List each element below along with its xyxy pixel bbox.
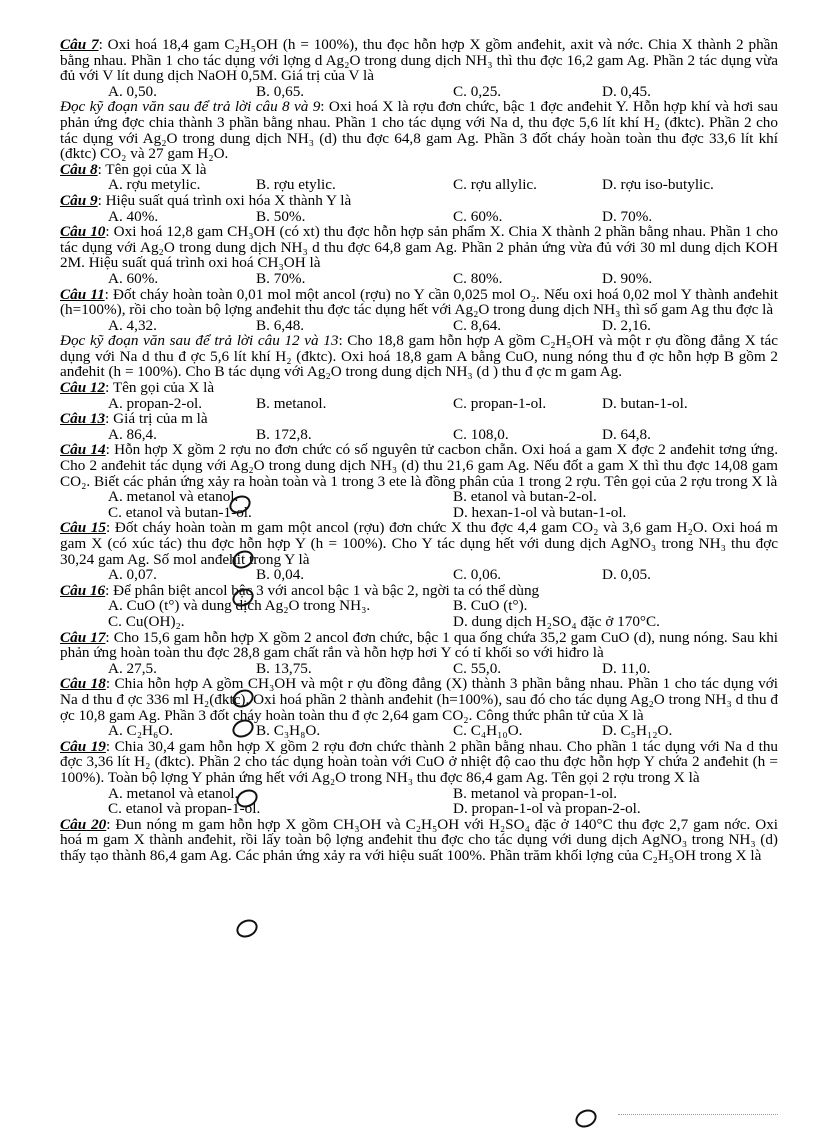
- answer-option: A. propan-2-ol.: [108, 394, 203, 412]
- answer-option: B. 0,04.: [256, 566, 305, 584]
- answer-option: A. CuO (t°) và dung dịch Ag₂O trong NH₃.: [108, 597, 371, 615]
- answer-option: B. rợu etylic.: [256, 176, 336, 194]
- question: [60, 739, 778, 786]
- answer-options: [60, 489, 778, 505]
- answer-option: C. rợu allylic.: [453, 176, 537, 194]
- answer-option: C. 55,0.: [453, 659, 502, 677]
- question: [60, 287, 778, 318]
- question: [60, 193, 778, 209]
- answer-options: [60, 396, 778, 412]
- question-number: Câu 19: [60, 737, 106, 755]
- answer-options: [60, 318, 778, 334]
- answer-option: A. 40%.: [108, 207, 159, 225]
- answer-options: [60, 177, 778, 193]
- question: [60, 676, 778, 723]
- question-text: : Tên gọi của X là: [105, 379, 215, 397]
- footer-dotted-line: [618, 1114, 778, 1115]
- answer-option: B. 13,75.: [256, 659, 312, 677]
- answer-option: D. rợu iso-butylic.: [602, 176, 714, 194]
- answer-option: A. 60%.: [108, 269, 159, 287]
- answer-options: [60, 84, 778, 100]
- answer-options: [60, 271, 778, 287]
- pen-mark: [233, 916, 260, 941]
- question-number: Câu 12: [60, 379, 106, 397]
- answer-option: B. metanol và propan-1-ol.: [453, 784, 618, 802]
- answer-options: [60, 786, 778, 802]
- question-text: : Chia 30,4 gam hỗn hợp X gồm 2 rợu đơn chức thành 2 phần bằng nhau. Cho phần 1 tác dụng với Na d thu đợc 3,36 lít H₂ (đktc). Phần 2 cho tác dụng hoàn toàn với CuO ở nhiệt độ cao thu đợc hỗn hợp Y chứa 2 anđehit (h = 100%). Toàn bộ lợng Y phản ứng hết với Ag₂O trong NH₃ thu đợc 86,4 gam Ag. Tên gọi 2 rợu trong X là: [60, 737, 779, 786]
- question-text: : Oxi hoá X là rợu đơn chức, bậc 1 đợc anđehit Y. Hỗn hợp khí và hơi sau phản ứng đợc chia thành 3 phần bằng nhau. Phần 1 cho tác dụng với Na d, thu đợc 5,6 lít khí H₂ (đktc). Phần 2 cho tác dụng với Ag₂O trong dung dịch NH₃ (d) thu đợc 64,8 gam Ag. Phần 3 đốt cháy hoàn toàn thu đợc 33,6 lít khí (đktc) CO₂ và 27 gam H₂O.: [60, 98, 778, 163]
- question: [60, 583, 778, 599]
- answer-option: A. 0,07.: [108, 566, 157, 584]
- answer-option: C. 8,64.: [453, 316, 502, 334]
- answer-option: B. C₃H₈O.: [256, 722, 321, 740]
- answer-option: A. 86,4.: [108, 425, 157, 443]
- passage-intro: [60, 99, 778, 161]
- answer-option: D. 11,0.: [602, 659, 651, 677]
- exam-page: [60, 37, 778, 863]
- answer-options: [60, 598, 778, 614]
- question-number: Câu 20: [60, 815, 107, 833]
- question-text: : Đun nóng m gam hỗn hợp X gồm CH₃OH và C₂H₅OH với H₂SO₄ đặc ở 140°C thu đợc 2,7 gam nớc. Oxi hoá m gam X thành anđehit, rồi lấy toàn bộ lợng anđehit thu đợc cho tác dụng với dung dịch AgNO₃ trong NH₃ (d) thấy tạo thành 86,4 gam Ag. Các phản ứng xảy ra với hiệu suất 100%. Phần trăm khối lợng của C₂H₅OH trong X là: [60, 815, 779, 864]
- answer-option: D. butan-1-ol.: [602, 394, 688, 412]
- answer-option: B. 6,48.: [256, 316, 305, 334]
- passage-lead: Đọc kỹ đoạn văn sau để trả lời câu 8 và 9: [60, 98, 321, 116]
- answer-option: B. 0,65.: [256, 82, 305, 100]
- passage-lead: Đọc kỹ đoạn văn sau để trả lời câu 12 và 13: [60, 332, 339, 350]
- answer-options: [60, 661, 778, 677]
- answer-option: D. 2,16.: [602, 316, 651, 334]
- question-text: : Cho 18,8 gam hỗn hợp A gồm C₂H₅OH và một r ợu đồng đẳng X tác dụng với Na d thu đ ợc 5,6 lít khí H₂ (đktc). Oxi hoá 18,8 gam A bằng CuO, nung nóng thu đ ợc hỗn hợp B gồm 2 anđehit (h = 100%). Cho B tác dụng với Ag₂O trong dung dịch NH₃ (d ) thu đ ợc m gam Ag.: [60, 332, 779, 381]
- answer-option: A. C₂H₆O.: [108, 722, 174, 740]
- question-text: : Để phân biệt ancol bậc 3 với ancol bậc 1 và bậc 2, ngời ta có thể dùng: [105, 581, 540, 599]
- answer-option: A. 0,50.: [108, 82, 157, 100]
- question-number: Câu 16: [60, 581, 106, 599]
- question-number: Câu 15: [60, 519, 107, 537]
- answer-options: [60, 427, 778, 443]
- question-text: : Hiệu suất quá trình oxi hóa X thành Y là: [97, 191, 352, 209]
- question-text: : Hỗn hợp X gồm 2 rợu no đơn chức có số nguyên tử cacbon chẵn. Oxi hoá a gam X đợc 2 anđehit tơng ứng. Cho 2 anđehit tác dụng với Ag₂O trong dung dịch NH₃ (d) thu 21,6 gam Ag. Nếu đốt a gam X thì thu đợc 14,08 gam CO₂. Biết các phản ứng xảy ra hoàn toàn và 1 trong 3 ete là đồng phân của 1 trong 2 rợu. Tên gọi của 2 rợu trong X là: [60, 441, 779, 490]
- answer-option: C. etanol và butan-1-ol.: [108, 503, 252, 521]
- answer-option: B. 50%.: [256, 207, 306, 225]
- answer-option: D. hexan-1-ol và butan-1-ol.: [453, 503, 627, 521]
- answer-option: C. Cu(OH)₂.: [108, 612, 185, 630]
- answer-option: D. 0,05.: [602, 566, 651, 584]
- question: [60, 520, 778, 567]
- question-text: : Cho 15,6 gam hỗn hợp X gồm 2 ancol đơn chức, bậc 1 qua ống chứa 35,2 gam CuO (d), nung nóng. Sau khi phản ứng hoàn toàn thu đợc 28,8 gam chất rắn và hỗn hợp hơi Y có tỉ khối so với hiđro là: [60, 628, 779, 662]
- answer-option: B. CuO (t°).: [453, 597, 528, 615]
- answer-option: C. C₄H₁₀O.: [453, 722, 523, 740]
- question-text: : Giá trị của m là: [105, 410, 208, 428]
- passage-intro: [60, 333, 778, 380]
- answer-options: [60, 723, 778, 739]
- answer-option: C. propan-1-ol.: [453, 394, 547, 412]
- answer-options: [60, 505, 778, 521]
- answer-option: D. 90%.: [602, 269, 653, 287]
- question-number: Câu 7: [60, 36, 99, 53]
- question-number: Câu 14: [60, 441, 106, 459]
- answer-option: A. metanol và etanol.: [108, 784, 239, 802]
- question: [60, 817, 778, 864]
- question: [60, 224, 778, 271]
- question-text: : Tên gọi của X là: [97, 160, 207, 178]
- answer-option: C. 80%.: [453, 269, 503, 287]
- question-number: Câu 13: [60, 410, 106, 428]
- pen-mark: [572, 1106, 599, 1131]
- answer-option: D. dung dịch H₂SO₄ đặc ở 170°C.: [453, 612, 660, 630]
- answer-options: [60, 801, 778, 817]
- answer-option: C. 60%.: [453, 207, 503, 225]
- question-number: Câu 17: [60, 628, 106, 646]
- answer-option: D. 64,8.: [602, 425, 651, 443]
- question-number: Câu 11: [60, 285, 105, 303]
- answer-option: D. propan-1-ol và propan-2-ol.: [453, 800, 641, 818]
- question-number: Câu 9: [60, 191, 98, 209]
- answer-option: D. 70%.: [602, 207, 653, 225]
- question: [60, 162, 778, 178]
- question: [60, 630, 778, 661]
- question-number: Câu 18: [60, 675, 106, 693]
- answer-option: A. 27,5.: [108, 659, 157, 677]
- question-text: : Đốt cháy hoàn toàn 0,01 mol một ancol (rợu) no Y cần 0,025 mol O₂. Nếu oxi hoá 0,02 mol Y thành anđehit (h=100%), rồi cho toàn bộ lợng anđehit thu đợc tác dụng hết với Ag₂O trong dung dịch NH₃ thì số gam Ag thu đợc là: [60, 285, 778, 319]
- question-text: : Đốt cháy hoàn toàn m gam một ancol (rợu) đơn chức X thu đợc 4,4 gam CO₂ và 3,6 gam H₂O. Oxi hoá m gam X (có xúc tác) thu đợc hỗn hợp Y (h = 100%). Cho Y tác dụng hết với dung dịch AgNO₃ trong NH₃ thu đợc 30,24 gam Ag. Số mol anđehit trong Y là: [60, 519, 778, 568]
- answer-option: D. C₅H₁₂O.: [602, 722, 673, 740]
- answer-option: C. 0,06.: [453, 566, 502, 584]
- answer-option: B. 172,8.: [256, 425, 312, 443]
- question-text: : Chia hỗn hợp A gồm CH₃OH và một r ợu đồng đẳng (X) thành 3 phần bằng nhau. Phần 1 cho tác dụng với Na d thu đ ợc 336 ml H₂(đktc). Oxi hoá phần 2 thành anđehit (h=100%), sau đó cho tác dụng Ag₂O trong NH₃ d thu đ ợc 10,8 gam Ag. Phần 3 đốt cháy hoàn toàn thu đ ợc 2,64 gam CO₂. Công thức phân tử của X là: [60, 675, 778, 724]
- answer-options: [60, 209, 778, 225]
- answer-option: A. metanol và etanol.: [108, 488, 239, 506]
- question: [60, 442, 778, 489]
- question: [60, 411, 778, 427]
- question: [60, 37, 778, 84]
- answer-options: [60, 614, 778, 630]
- question: [60, 380, 778, 396]
- answer-option: B. etanol và butan-2-ol.: [453, 488, 597, 506]
- answer-option: C. 0,25.: [453, 82, 502, 100]
- answer-option: D. 0,45.: [602, 82, 651, 100]
- answer-option: A. 4,32.: [108, 316, 157, 334]
- question-text: : Oxi hoá 12,8 gam CH₃OH (có xt) thu đợc hỗn hợp sản phẩm X. Chia X thành 2 phần bằng nhau. Phần 1 cho tác dụng với Ag₂O trong dung dịch NH₃ d thu đợc 64,8 gam Ag. Phần 2 phản ứng vừa đủ với 30 ml dung dịch KOH 2M. Hiệu suất quá trình oxi hoá CH₃OH là: [60, 223, 778, 272]
- answer-option: C. etanol và propan-1-ol.: [108, 800, 261, 818]
- question-text: : Oxi hoá 18,4 gam C₂H₅OH (h = 100%), thu đọc hỗn hợp X gồm anđehit, axit và nớc. Chia X thành 2 phần bằng nhau. Phần 1 cho tác dụng với lợng d Ag₂O trong dung dịch NH₃ thì thu đợc 16,2 gam Ag. Phần 2 tác dụng vừa đủ với V lít dung dịch NaOH 0,5M. Giá trị của V là: [60, 36, 778, 85]
- answer-option: B. metanol.: [256, 394, 327, 412]
- answer-option: B. 70%.: [256, 269, 306, 287]
- question-number: Câu 8: [60, 160, 98, 178]
- answer-option: A. rợu metylic.: [108, 176, 201, 194]
- answer-options: [60, 567, 778, 583]
- answer-option: C. 108,0.: [453, 425, 509, 443]
- question-number: Câu 10: [60, 223, 106, 241]
